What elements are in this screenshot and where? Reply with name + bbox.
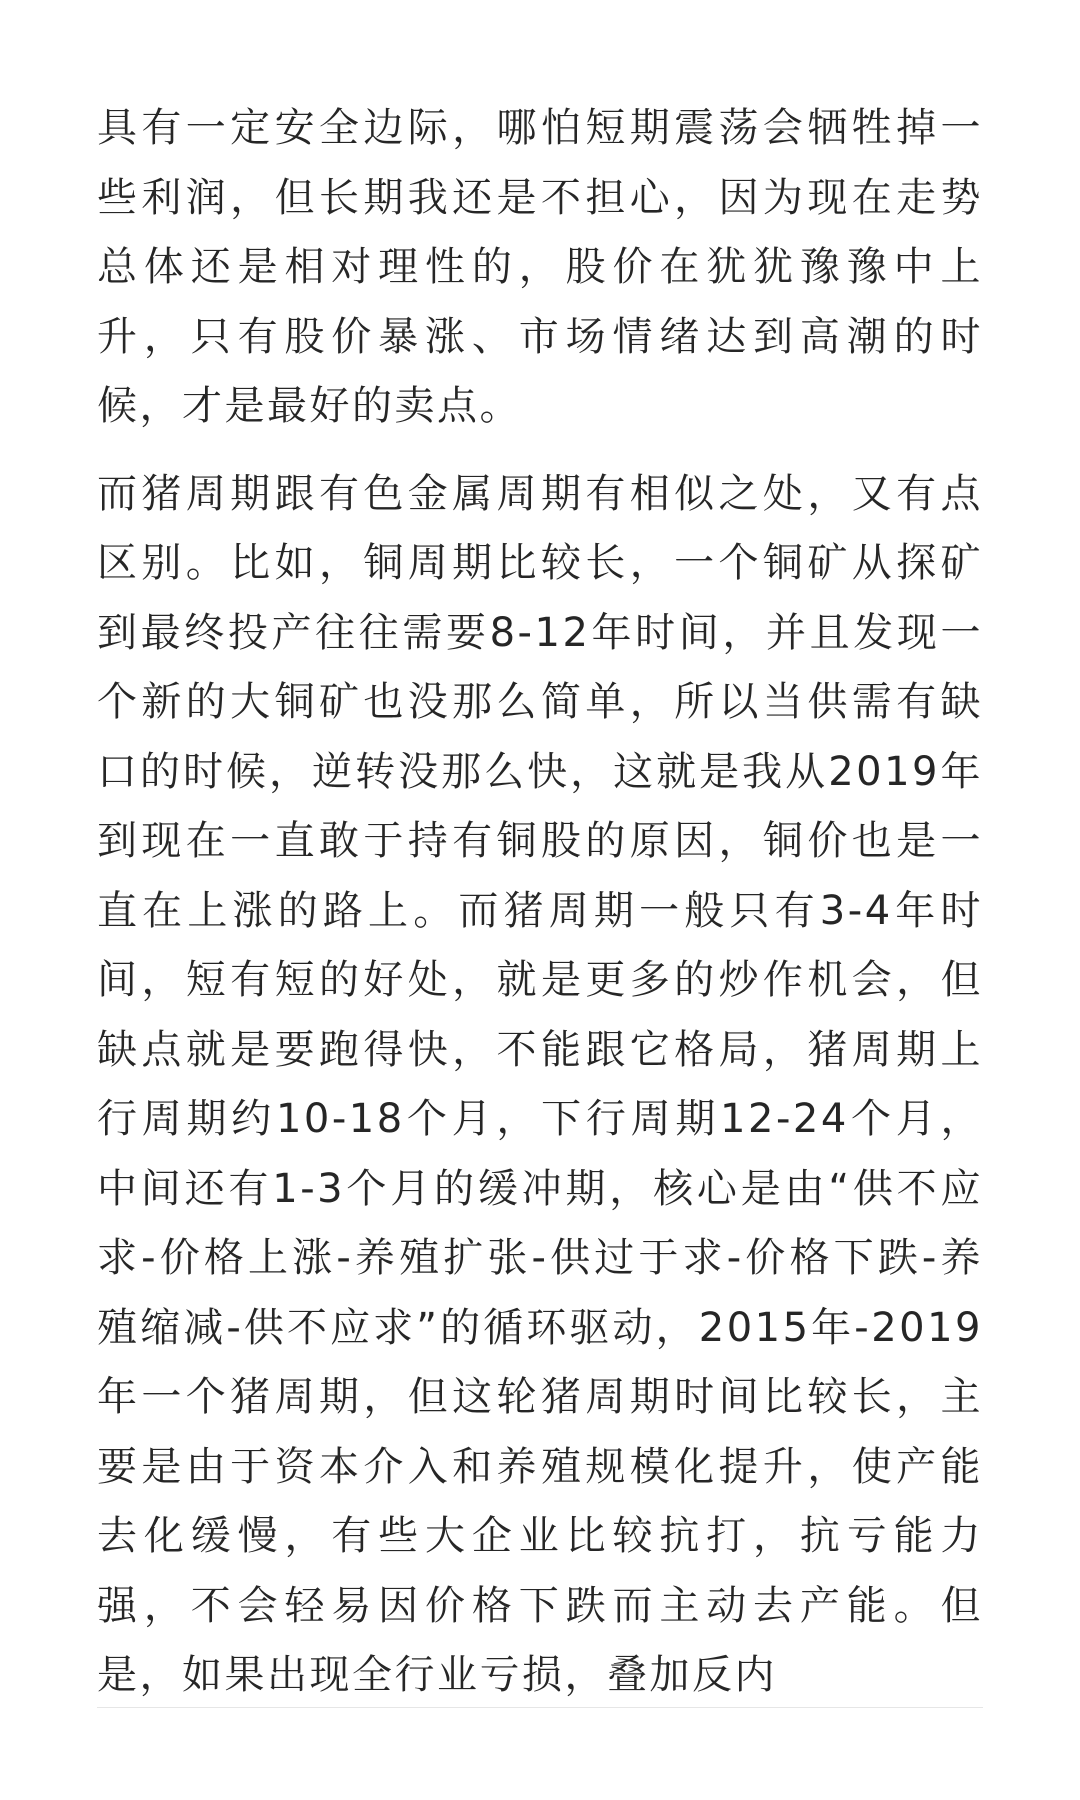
article-paragraph-2: 而猪周期跟有色金属周期有相似之处，又有点区别。比如，铜周期比较长，一个铜矿从探矿到最终投产往往需要8-12年时间，并且发现一个新的大铜矿也没那么简单，所以当供需有缺口的时候，逆转没那么快，这就是我从2019年到现在一直敢于持有铜股的原因，铜价也是一直在上涨的路上。而猪周期一般只有3-4年时间，短有短的好处，就是更多的炒作机会，但缺点就是要跑得快，不能跟它格局，猪周期上行周期约10-18个月，下行周期12-24个月，中间还有1-3个月的缓冲期，核心是由“供不应求-价格上涨-养殖扩张-供过于求-价格下跌-养殖缩减-供不应求”的循环驱动，2015年-2019年一个猪周期，但这轮猪周期时间比较长，主要是由于资本介入和养殖规模化提升，使产能去化缓慢，有些大企业比较抗打，抗亏能力强，不会轻易因价格下跌而主动去产能。但是，如果出现全行业亏损，叠加反内 [97, 470, 983, 1698]
article-body [97, 94, 983, 1711]
section-divider [97, 1707, 983, 1708]
article-paragraph-1: 具有一定安全边际，哪怕短期震荡会牺牲掉一些利润，但长期我还是不担心，因为现在走势总体还是相对理性的，股价在犹犹豫豫中上升，只有股价暴涨、市场情绪达到高潮的时候，才是最好的卖点。 [97, 105, 983, 429]
